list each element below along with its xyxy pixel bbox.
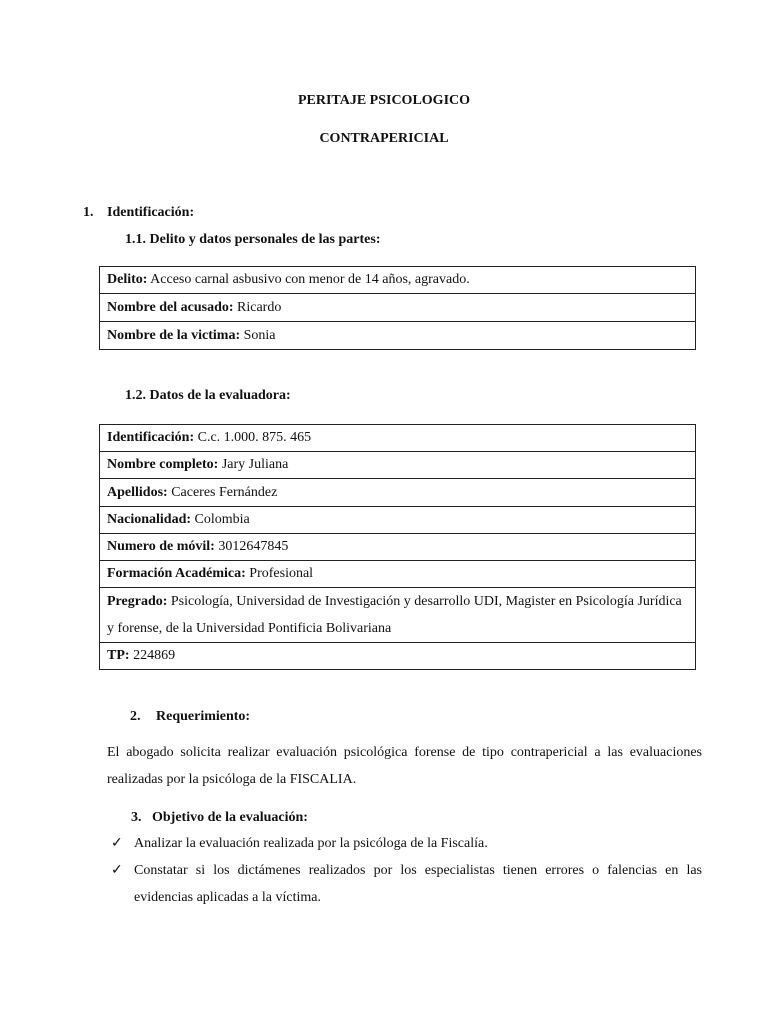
table-row [100,588,696,643]
table-cell: Formación Académica: Profesional [100,561,696,588]
table-cell: Apellidos: Caceres Fernández [100,479,696,507]
section-2-number: 2. [130,709,141,724]
table-row [100,479,696,507]
requirement-paragraph: El abogado solicita realizar evaluación psicológica forense de tipo contrapericial a las evaluaciones realizadas por la psicóloga de la FISCALIA. [107,745,702,787]
section-1-heading: Identificación: [107,205,195,220]
parties-table [99,266,696,350]
table-cell: Nombre del acusado: Ricardo [100,294,696,322]
subsection-1-2-heading: 1.2. Datos de la evaluadora: [125,388,291,403]
table-cell: Nacionalidad: Colombia [100,507,696,534]
section-2-heading: Requerimiento: [156,709,251,724]
table-cell: Nombre completo: Jary Juliana [100,452,696,479]
table-row [100,294,696,322]
section-3-heading: Objetivo de la evaluación: [152,810,308,825]
table-row [100,452,696,479]
table-row [100,425,696,452]
table-cell: Delito: Acceso carnal asbusivo con menor de 14 años, agravado. [100,267,696,294]
table-row [100,322,696,350]
table-row [100,507,696,534]
table-cell: TP: 224869 [100,643,696,670]
table-cell: Identificación: C.c. 1.000. 875. 465 [100,425,696,452]
check-icon: ✓ [111,836,123,851]
table-row [100,267,696,294]
evaluator-table [99,424,696,670]
table-cell: Nombre de la victima: Sonia [100,322,696,350]
objective-item: Constatar si los dictámenes realizados por los especialistas tienen errores o falencias en las evidencias aplicadas a la víctima. [134,863,702,905]
table-row [100,561,696,588]
table-row [100,534,696,561]
table-row [100,643,696,670]
table-cell: Pregrado: Psicología, Universidad de Investigación y desarrollo UDI, Magister en Psicología Jurídica y forense, de la Universidad Pontificia Bolivariana [100,588,696,643]
document-subtitle: CONTRAPERICIAL [319,131,449,146]
section-3-number: 3. [131,810,142,825]
objective-item: Analizar la evaluación realizada por la psicóloga de la Fiscalía. [134,836,488,851]
document-title: PERITAJE PSICOLOGICO [297,93,471,108]
section-1-number: 1. [83,205,94,220]
check-icon: ✓ [111,863,123,878]
table-cell: Numero de móvil: 3012647845 [100,534,696,561]
subsection-1-1-heading: 1.1. Delito y datos personales de las partes: [125,232,381,247]
